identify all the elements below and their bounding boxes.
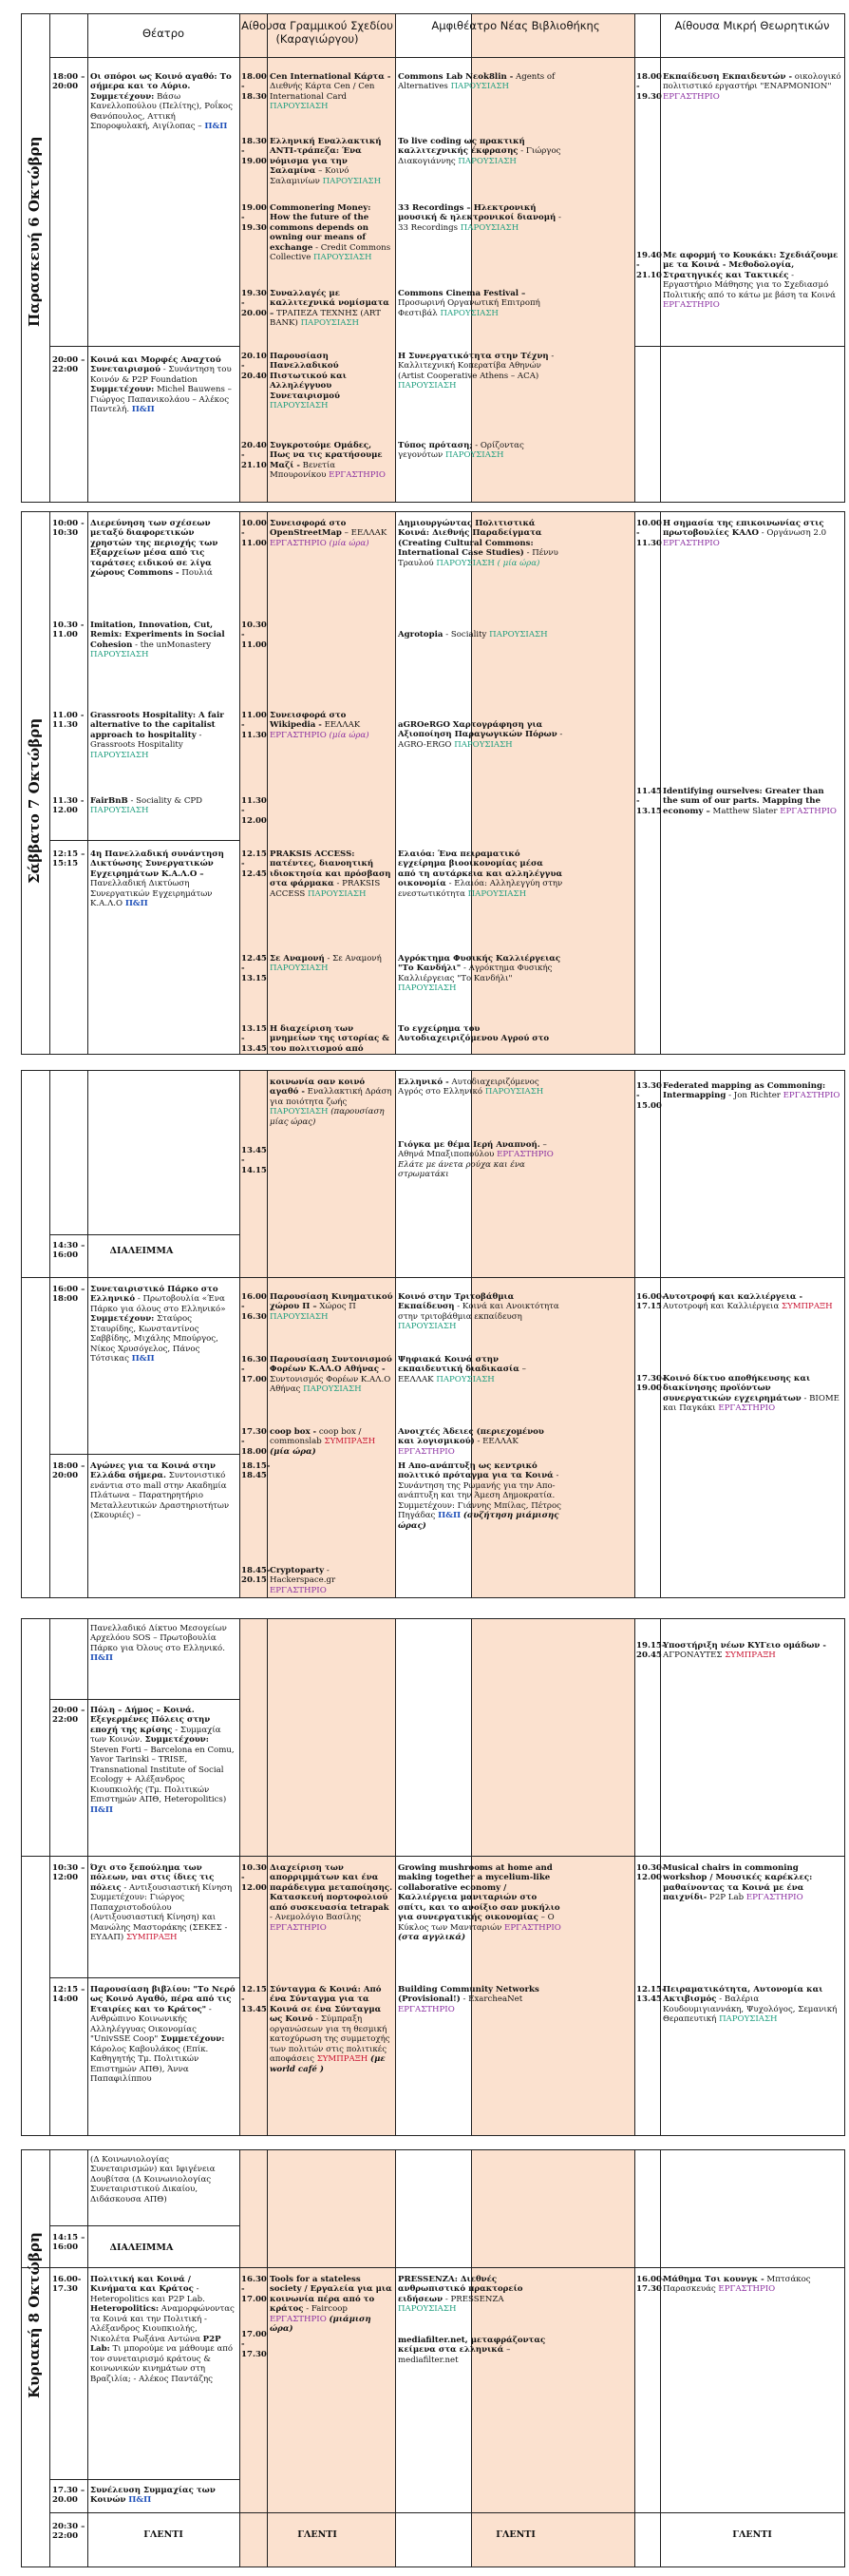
schedule-page-1 <box>21 13 845 503</box>
header-small-room: Αίθουσα Μικρή Θεωρητικών <box>674 19 830 32</box>
time-slot: 18.00 - 19.30 <box>636 72 662 102</box>
session-stateless-society: Tools for a stateless society / Εργαλεία για μια κοινωνία πέρα από το κράτος - Faircoop ΕΡΓΑΣΤΗΡΙΟ (μιάμιση ώρα) <box>270 2275 392 2335</box>
schedule-page-5 <box>21 2149 845 2567</box>
session-agroergo: aGROeRGO Χαρτογράφηση για Αξιοποίηση Παραγωγικών Πόρων - AGRO-ERGO ΠΑΡΟΥΣΙΑΣΗ <box>398 720 563 750</box>
time-slot: 11.30 - 12.00 <box>241 796 267 826</box>
session-community-networks: Building Community Networks (Provisional!) - ExarcheaNet ΕΡΓΑΣΤΗΡΙΟ <box>398 1985 539 2014</box>
session-pressenza: PRESSENZA: Διεθνές ανθρωπιστικό πρακτορείο ειδήσεων - PRESSENZA ΠΑΡΟΥΣΙΑΣΗ <box>398 2275 523 2315</box>
time-slot: 11.00 - 11.30 <box>241 711 267 740</box>
time-slot: 18:00 – 20:00 <box>52 72 85 92</box>
session-seeds: Οι σπόροι ως Κοινό αγαθό: Το σήμερα και το Αύριο. Συμμετέχουν: Βάσω Κανελλοπούλου (Πελίτης), Ροΐκος Θανόπουλος, Αττική Σποροφυλακή, Αιγίλοπας – Π&Π <box>90 72 233 132</box>
session-cooperatives: Κοινά και Μορφές Αναχτού Συνεταιρισμού - Συνάντηση του Κοινόν & P2P Foundation Συμμετέχουν: Michel Bauwens – Γιώργος Παπανικολάου – Αλέκος Παντελή. Π&Π <box>90 355 232 415</box>
time-slot: 10.30 - 11.00 <box>241 620 267 650</box>
day-label-saturday: Σάββατο 7 Οκτώβρη <box>26 717 43 885</box>
time-slot: 20.10 - 20.40 <box>241 352 267 381</box>
time-slot: 11.00 - 11.30 <box>52 711 85 731</box>
session-art-cooperative: Η Συνεργατικότητα στην Τέχνη - Καλλιτεχνική Κοπερατίβα Αθηνών (Artist Cooperative Athens – ACA) ΠΑΡΟΥΣΙΑΣΗ <box>398 352 555 391</box>
time-slot: 10.00 - 11.00 <box>241 519 267 548</box>
time-slot: 13.30 - 15.00 <box>636 1081 662 1111</box>
session-no-sellout: Όχι στο ξεπούλημα των πόλεων, ναι στις ίδιες τις πόλεις - Αντιξουσιαστική Κίνηση Συμμετέχουν: Γιώργος Παπαχριστοδούλου (Αντιξουσιαστική Κίνηση) και Μανώλης Μαστοράκης (ΣΕΚΕΣ - ΕΥΔΑΠ) ΣΥΜΠΡΑΞΗ <box>90 1863 233 1943</box>
session-commoning-money: Commonering Money: How the future of the commons depends on owning our means of exchange - Credit Commons Collective ΠΑΡΟΥΣΙΑΣΗ <box>270 203 391 263</box>
session-water-book: Παρουσίαση βιβλίου: "Το Νερό ως Κοινό Αγαθό, πέρα από τις Εταιρίες και το Κράτος" - Ανθρώπινο Κοινωνικής Αλληλέγγυας Οικονομίας "UnivSSE Coop" Συμμετέχουν: Κάρολος Καβουλάκος (Επίκ. Καθηγητής Τμ. Πολιτικών Επιστημών ΑΠΘ), Άννα Παπαφιλίππου <box>90 1985 236 2085</box>
time-slot: 16.30 - 17.00 <box>241 1355 267 1384</box>
session-horizon: Τύπος πρόταση; - Ορίζοντας γεγονότων ΠΑΡΟΥΣΙΑΣΗ <box>398 441 524 461</box>
session-33-recordings: 33 Recordings – Ηλεκτρονική μουσική & ηλεκτρονικοί διανομή - 33 Recordings ΠΑΡΟΥΣΙΑΣΗ <box>398 203 561 233</box>
session-mediafilter: mediafilter.net, μεταφράζοντας κείμενα στα ελληνικά – mediafilter.net <box>398 2336 546 2365</box>
session-cultural-commons: Δημιουργώντας Πολιτιστικά Κοινά: Διεθνής Παραδείγματα (Creating Cultural Commons: International Case Studies) - Πέννυ Τραυλού ΠΑΡΟΥΣΙΑΣΗ ( μία ώρα) <box>398 519 558 568</box>
session-praksis: PRAKSIS ACCESS: πατέντες, διανοητική ιδιοκτησία και πρόσβαση στα φάρμακα - PRAKSIS ACCESS ΠΑΡΟΥΣΙΑΣΗ <box>270 849 391 899</box>
time-slot: 14:30 – 16:00 <box>52 1241 85 1261</box>
session-commons-lab: Commons Lab Νεοk8lin - Agents of Alternatives ΠΑΡΟΥΣΙΑΣΗ <box>398 72 556 92</box>
time-slot: 12:15 – 15:15 <box>52 849 85 869</box>
time-slot: 10:30 – 12:00 <box>52 1863 85 1883</box>
time-slot: 16.00- 17.30 <box>52 2275 82 2295</box>
time-slot: 16:00 – 18:00 <box>52 1285 85 1305</box>
day-label-sunday: Κυριακή 8 Οκτώβρη <box>26 2232 43 2399</box>
party-label-amphi: ΓΛΕΝΤΙ <box>496 2529 536 2540</box>
session-salamina: Ελληνική Εναλλακτική ΑΝΤΙ-τράπεζα: Ένα νόμισμα για την Σαλαμίνα – Κοινό Σαλαμινίων ΠΑΡΟΥΣΙΑΣΗ <box>270 137 382 186</box>
party-label-theatre: ΓΛΕΝΤΙ <box>143 2529 183 2540</box>
break-label: ΔΙΑΛΕΙΜΜΑ <box>109 1246 174 1256</box>
time-slot: 17.30- 19.00 <box>636 1374 666 1394</box>
session-kalo-meeting: 4η Πανελλαδική συνάντηση Δικτύωσης Συνεργατικών Εγχειρημάτων Κ.Α.Λ.Ο – Πανελλαδική Δικτύωση Συνεργατικών Εγχειρημάτων Κ.Α.Λ.Ο Π&Π <box>90 849 224 909</box>
time-slot: 18.15- 18.45 <box>241 1461 271 1481</box>
time-slot: 10.00 - 11.30 <box>636 519 662 548</box>
session-alliance-assembly: Συνέλευση Συμμαχίας των Κοινών Π&Π <box>90 2486 216 2506</box>
session-kalo-communication: Η σημασία της επικοινωνίας στις πρωτοβουλίες ΚΑΛΟ - Οργάνωση 2.0 ΕΡΓΑΣΤΗΡΙΟ <box>663 519 827 548</box>
session-mushrooms: Growing mushrooms at home and making together a mycelium-like collaborative economy / Καλλιέργεια μανιταριών στο σπίτι, και το ανοίξιο σαν μυκήλιο για συνεργατικής οικονομίας – Ο Κύκλος των Μανιταριών ΕΡΓΑΣΤΗΡΙΟ (στα αγγλικά) <box>398 1863 561 1943</box>
time-slot: 20.40 - 21.10 <box>241 441 267 470</box>
session-coop-box: coop box - coop box / commonslab ΣΥΜΠΡΑΞΗ (μία ώρα) <box>270 1427 376 1457</box>
time-slot: 11.30 - 12.00 <box>52 796 85 816</box>
time-slot: 18.00 - 18.30 <box>241 72 267 102</box>
time-slot: 19.15- 20.45 <box>636 1641 666 1661</box>
time-slot: 16.30 - 17.00 <box>241 2275 267 2304</box>
session-grassroots-hospitality: Grassroots Hospitality: A fair alternative to the capitalist approach to hospitality - Grassroots Hospitality ΠΑΡΟΥΣΙΑΣΗ <box>90 711 224 760</box>
time-slot: 11.45 - 13.15 <box>636 787 662 816</box>
session-art-bank: Συναλλαγές με καλλιτεχνικά νομίσματα – ΤΡΑΠΕΖΑ ΤΕΧΝΗΣ (ART BANK) ΠΑΡΟΥΣΙΑΣΗ <box>270 289 389 329</box>
time-slot: 18:00 – 20:00 <box>52 1461 85 1481</box>
session-monuments: Η διαχείριση των μνημείων της ιστορίας & του πολιτισμού από <box>270 1024 390 1054</box>
time-slot: 20:00 – 22:00 <box>52 355 85 375</box>
time-slot: 13.15 - 13.45 <box>241 1024 267 1054</box>
session-openstreetmap: Συνεισφορά στο OpenStreetMap – ΕΕΛΛΑΚ ΕΡΓΑΣΤΗΡΙΟ (μία ώρα) <box>270 519 387 548</box>
time-slot: 10.30 - 11.00 <box>52 620 85 640</box>
time-slot: 20:30 – 22:00 <box>52 2522 85 2542</box>
time-slot: 10.30 - 12.00 <box>241 1863 267 1893</box>
session-cen-card: Cen International Κάρτα - Διεθνής Κάρτα Cen / Cen International Card ΠΑΡΟΥΣΙΑΣΗ <box>270 72 391 112</box>
session-fairbnb: FairBnB - Sociality & CPD ΠΑΡΟΥΣΙΑΣΗ <box>90 796 203 816</box>
session-identifying-ourselves: Identifying ourselves: Greater than the sum of our parts. Mapping the economy – Matthew Slater ΕΡΓΑΣΤΗΡΙΟ <box>663 787 837 816</box>
session-waste-tetrapak: Διαχείριση των απορριμμάτων και ένα παράδειγμα μεταποίησης. Κατασκευή πορτοφολιού από συσκευασία tetrapak - Ανεμολόγιο Βασίλης ΕΡΓΑΣΤΗΡΙΟ <box>270 1863 393 1933</box>
time-slot: 12.45 - 13.15 <box>241 954 267 983</box>
session-educators: Εκπαίδευση Εκπαιδευτών - οικολογικό πολιτιστικό εργαστήρι "ΕΝΑΡΜΟΝΙΟΝ" ΕΡΓΑΣΤΗΡΙΟ <box>663 72 841 102</box>
schedule-page-3 <box>21 1070 845 1598</box>
session-water-book-cont: (Δ Κοινωνιολογίας Συνεταιρισμών) και Ιφιγένεια Δουβίτσα (Δ Κοινωνιολογίας Συνεταιριστικού Δικαίου, Διδάσκουσα ΑΠΘ) <box>90 2155 216 2204</box>
session-politics-commons: Πολιτική και Κοινά / Κινήματα και Κράτος - Heteropolitics και P2P Lab. Heteropolitics: Αναμορφώνοντας τα Κοινά και την Πολιτική - Αλέξανδρος Κιουπκιολής, Νικολέτα Ρωξάνα Αντώνα P2P Lab: Τι μπορούμε να μάθουμε από τον συνεταιρισμό κράτους & κοινωνικών κινημάτων στη Βραζιλία; - Αλέκος Παντάζης <box>90 2275 235 2384</box>
time-slot: 18.45- 20.15 <box>241 1566 271 1586</box>
session-commons-cinema: Commons Cinema Festival – Προσωρινή Οργανωτική Επιτροπή Φεστιβάλ ΠΑΡΟΥΣΙΑΣΗ <box>398 289 540 318</box>
session-koukaki: Με αφορμή το Κουκάκι: Σχεδιάζουμε με τα Κοινά - Μεθοδολογία, Στρατηγικές και Τακτικές - Εργαστήριο Μάθησης για το Σχεδιασμό Πολιτικής από το κάτω με βάση τα Κοινά ΕΡΓΑΣΤΗΡΙΟ <box>663 251 839 311</box>
session-digital-commons: Ψηφιακά Κοινά στην εκπαιδευτική διαδικασία – ΕΕΛΛΑΚ ΠΑΡΟΥΣΙΑΣΗ <box>398 1355 526 1384</box>
session-agrotopia: Agrotopia - Sociality ΠΑΡΟΥΣΙΑΣΗ <box>398 630 548 639</box>
header-theatre: Θέατρο <box>142 27 185 40</box>
session-elliniko-field: Ελληνικό - Αυτοδιαχειριζόμενος Αγρός στο Ελληνικό ΠΑΡΟΥΣΙΑΣΗ <box>398 1078 544 1097</box>
session-self-sufficiency: Αυτοτροφή και καλλιέργεια - Αυτοτροφή και Καλλιέργεια ΣΥΜΠΡΑΞΗ <box>663 1292 833 1312</box>
day-label-friday: Παρασκευή 6 Οκτώβρη <box>26 136 43 327</box>
schedule-page-2 <box>21 511 845 1055</box>
break-label: ΔΙΑΛΕΙΜΜΑ <box>109 2242 174 2253</box>
time-slot: 18.30 - 19.00 <box>241 137 267 166</box>
session-constitution: Σύνταγμα & Κοινά: Από ένα Σύνταγμα για τα Κοινά σε ένα Σύνταγμα ως Κοινό - Σύμπραξη οργανώσεων για τη θεσμική κατοχύρωση της συμμετοχής των πολιτών στις πολιτικές αποφάσεις ΣΥΜΠΡΑΞΗ (με world café ) <box>270 1985 390 2074</box>
session-exarchia-rooftops: Διερεύνηση των σχέσεων μεταξύ διαφορετικών χρηστών της περιοχής των Εξαρχείων μέσα από τις ταράτσες ειδικού σε λίγα χώρους Commons - Πουλιά <box>90 519 218 579</box>
session-elaioa: Ελαιόα: Ένα πειραματικό εγχείρημα βιοοικονομίας μέσα από τη αυτάρκεια και αλληλέγγυα οικονομία - Ελαιόα: Αλληλεγγύη στην ενεστωτικότητα ΠΑΡΟΥΣΙΑΣΗ <box>398 849 563 899</box>
session-archelous-sos: Πανελλαδικό Δίκτυο Μεσογείων Αρχελόου SOS – Πρωτοβουλία Πάρκο για Όλους στο Ελληνικό. Π&Π <box>90 1624 227 1664</box>
session-musical-chairs: Musical chairs in commoning workshop / Μουσικές καρέκλες: μαθαίνοντας τα Κοινά με ένα παιχνίδι- P2P Lab ΕΡΓΑΣΤΗΡΙΟ <box>663 1863 813 1903</box>
session-open-licenses: Ανοιχτές Άδειες (περιεχομένου και λογισμικού) - ΕΕΛΛΑΚ ΕΡΓΑΣΤΗΡΙΟ <box>398 1427 544 1457</box>
session-credit-coop: Παρουσίαση Πανελλαδικού Πιστωτικού και Αλληλέγγυου Συνεταιρισμού ΠΑΡΟΥΣΙΑΣΗ <box>270 352 347 411</box>
session-storage-network: Κοινό δίκτυο αποθήκευσης και διακίνησης προϊόντων συνεργατικών εγχειρημάτων - ΒΙΟΜΕ και Παγκάκι ΕΡΓΑΣΤΗΡΙΟ <box>663 1374 840 1414</box>
header-amphitheatre: Αμφιθέατρο Νέας Βιβλιοθήκης <box>431 19 600 32</box>
time-slot: 10.30- 12.00 <box>636 1863 666 1883</box>
session-new-groups: Υποστήριξη νέων ΚΥΓειο ομάδων - ΑΓΡΟΝΑΥΤΕΣ ΣΥΜΠΡΑΞΗ <box>663 1641 826 1661</box>
session-groups: Συγκροτούμε Ομάδες, Πως να τις κρατήσουμε Μαζί - Βενετία Μπουρονίκου ΕΡΓΑΣΤΗΡΙΟ <box>270 441 386 481</box>
time-slot: 19.00 - 19.30 <box>241 203 267 233</box>
time-slot: 17.00 - 17.30 <box>241 2330 267 2359</box>
session-wikipedia: Συνεισφορά στο Wikipedia - ΕΕΛΛΑΚ ΕΡΓΑΣΤΗΡΙΟ (μία ώρα) <box>270 711 369 740</box>
time-slot: 17.30 - 18.00 <box>241 1427 267 1457</box>
session-degrowth: Η Απο-ανάπτυξη ως κεντρικό πολιτικό πρόταγμα για τα Κοινά - Συνάντηση της Ρωμανής για την Απο-ανάπτυξη και την Άμεση Δημοκρατία. Συμμετέχουν: Γιάννης Μπίλας, Πέτρος Πηγάδας Π&Π (συζήτηση μιάμισης ώρας) <box>398 1461 561 1531</box>
party-label-small: ΓΛΕΝΤΙ <box>732 2529 772 2540</box>
time-slot: 17.30 – 20.00 <box>52 2486 85 2506</box>
session-waiting: Σε Αναμονή - Σε Αναμονή ΠΑΡΟΥΣΙΑΣΗ <box>270 954 382 974</box>
session-intermapping: Federated mapping as Commoning: Intermapping - Jon Richter ΕΡΓΑΣΤΗΡΙΟ <box>663 1081 840 1101</box>
session-unmonastery: Imitation, Innovation, Cut, Remix: Experiments in Social Cohesion - the unMonastery ΠΑΡΟΥΣΙΑΣΗ <box>90 620 225 660</box>
time-slot: 12:15 – 14:00 <box>52 1985 85 2005</box>
session-quality-of-life: κοινωνία σαν κοινό αγαθό - Εναλλακτική Δράση για ποιότητα ζωής ΠΑΡΟΥΣΙΑΣΗ (παρουσίαση μίας ώρας) <box>270 1078 392 1127</box>
time-slot: 13.45 - 14.15 <box>241 1146 267 1175</box>
session-cryptoparty: Cryptoparty - Hackerspace.gr ΕΡΓΑΣΤΗΡΙΟ <box>270 1566 336 1595</box>
schedule-page-4 <box>21 1618 845 2136</box>
session-struggles: Αγώνες για τα Κοινά στην Ελλάδα σήμερα. Συντονιστικό ενάντια στο mall στην Ακαδημία Πλάτωνα – Παρατηρητήριο Μεταλλευτικών Δραστηριοτήτων (Σκουριές) – <box>90 1461 230 1521</box>
time-slot: 19.40 - 21.10 <box>636 251 662 280</box>
time-slot: 19.30 - 20.00 <box>241 289 267 318</box>
session-kandili: Αγρόκτημα Φυσικής Καλλιέργειας "Το Κανδήλι" - Αγρόκτημα Φυσικής Καλλιέργειας "Το Κανδήλι" ΠΑΡΟΥΣΙΑΣΗ <box>398 954 561 994</box>
session-elliniko-park: Συνεταιριστικό Πάρκο στο Ελληνικό - Πρωτοβουλία «Ένα Πάρκο για όλους στο Ελληνικό» Συμμετέχουν: Σταύρος Σταυρίδης, Κωνσταντίνος Σαββίδης, Μιχάλης Μπούργος, Νίκος Χρυσόγελος, Πάνος Τότσικας Π&Π <box>90 1285 226 1364</box>
time-slot: 20:00 – 22:00 <box>52 1706 85 1726</box>
time-slot: 12.15- 13.45 <box>636 1985 666 2005</box>
time-slot: 16.00 - 16.30 <box>241 1292 267 1322</box>
session-live-coding: To live coding ως πρακτική καλλιτεχνικής έκφρασης - Γιώργος Διακογιάννης ΠΑΡΟΥΣΙΑΣΗ <box>398 137 561 166</box>
time-slot: 14:15 – 16:00 <box>52 2233 85 2253</box>
session-experimentality: Πειραματικότητα, Αυτονομία και Ακτιβισμός - Βαλέρια Κουδουμιγιαννάκη, Ψυχολόγος, Σεμανική Θεραπευτική ΠΑΡΟΥΣΙΑΣΗ <box>663 1985 838 2025</box>
header-line-art-room: Αίθουσα Γραμμικού Σχεδίου (Καραγιώργου) <box>241 19 393 47</box>
session-yoga: Γιόγκα με θέμα Ιερή Αναπνοή. – Αθηνά Μπαξιποπούλου ΕΡΓΑΣΤΗΡΙΟ Ελάτε με άνετα ρούχα και ένα στρωματάκι <box>398 1140 554 1180</box>
session-self-managed-field: Το εγχείρημα του Αυτοδιαχειριζόμενου Αγρού στο <box>398 1024 550 1044</box>
session-kalo-athens: Παρουσίαση Συντονισμού Φορέων Κ.ΑΛ.Ο Αθήνας - Συντονισμός Φορέων Κ.ΑΛ.Ο Αθήνας ΠΑΡΟΥΣΙΑΣΗ <box>270 1355 392 1395</box>
time-slot: 12.15 - 12.45 <box>241 849 267 879</box>
session-space-p: Παρουσίαση Κινηματικού χώρου Π – Χώρος Π ΠΑΡΟΥΣΙΑΣΗ <box>270 1292 393 1322</box>
session-qigong: Μάθημα Τσι κουνγκ - Μπτσάκος Παρασκευάς ΕΡΓΑΣΤΗΡΙΟ <box>663 2275 811 2295</box>
time-slot: 12.15 - 13.45 <box>241 1985 267 2014</box>
time-slot: 16.00- 17.15 <box>636 1292 666 1312</box>
session-rebel-cities: Πόλη – Δήμος – Κοινά. Εξεγερμένες Πόλεις στην εποχή της κρίσης - Συμμαχία των Κοινών. Συμμετέχουν: Steven Forti – Barcelona en Comu, Yavor Tarinski – TRISE, Transnational Institute of Social Ecology + Αλέξανδρος Κιουπκιολής (Τμ. Πολιτικών Επιστημών ΑΠΘ, Heteropolitics) Π&Π <box>90 1706 235 1815</box>
party-label-line-art: ΓΛΕΝΤΙ <box>297 2529 337 2540</box>
time-slot: 16.00- 17.30 <box>636 2275 666 2295</box>
session-tertiary-education: Κοινό στην Τριτοβάθμια Εκπαίδευση - Κοινά και Ανοικτότητα στην τριτοβάθμια εκπαίδευση ΠΑΡΟΥΣΙΑΣΗ <box>398 1292 559 1332</box>
time-slot: 10:00 - 10:30 <box>52 519 85 539</box>
